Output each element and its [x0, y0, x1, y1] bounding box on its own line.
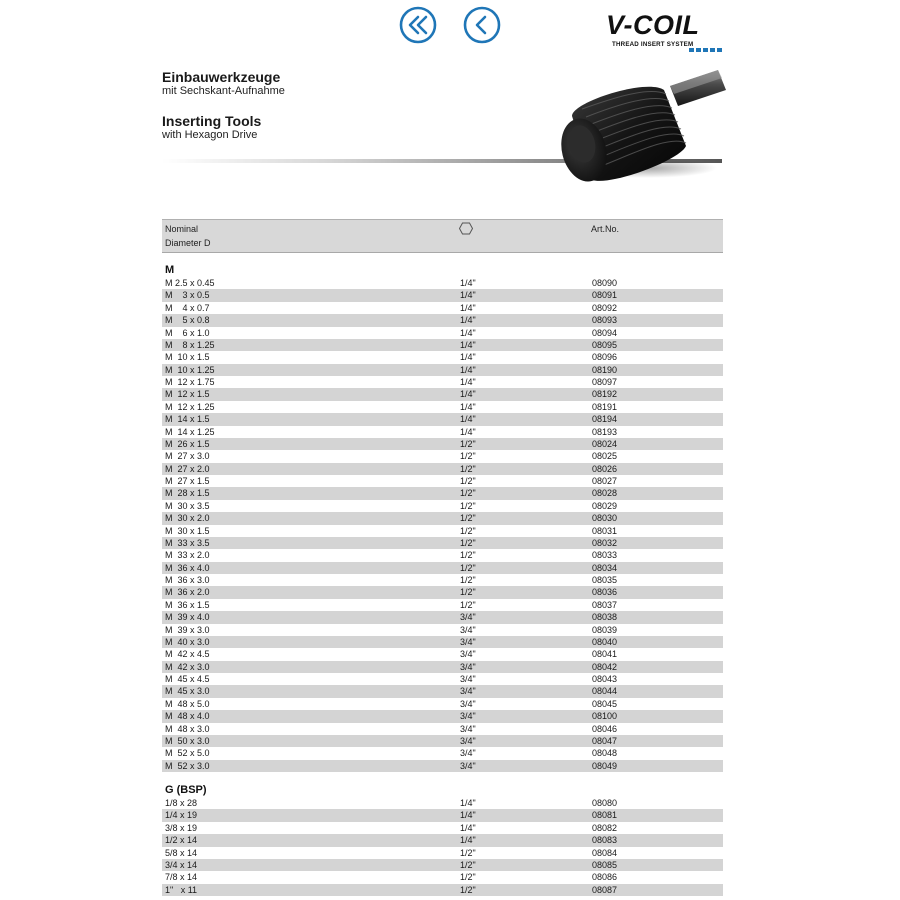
cell-drive: 1/2": [460, 463, 476, 474]
cell-drive: 1/4": [460, 339, 476, 350]
cell-drive: 1/4": [460, 835, 476, 846]
cell-artno: 08038: [592, 612, 618, 623]
cell-artno: 08083: [592, 835, 618, 846]
cell-nominal: 1/8 x 28: [165, 798, 198, 808]
table-row: [162, 797, 723, 809]
table-row: [162, 512, 723, 524]
title-english-main: Inserting Tools: [162, 113, 262, 129]
cell-drive: 1/4": [460, 315, 476, 326]
cell-nominal: M 6 x 1.0: [165, 327, 210, 338]
table-row: [162, 376, 723, 388]
table-row: [162, 549, 723, 561]
cell-artno: 08085: [592, 859, 618, 870]
cell-nominal: M 39 x 3.0: [165, 624, 210, 635]
cell-artno: 08024: [592, 438, 618, 449]
cell-artno: 08040: [592, 636, 618, 647]
cell-drive: 1/2": [460, 476, 476, 486]
cell-nominal: M 12 x 1.75: [165, 377, 215, 387]
cell-drive: 3/4": [460, 711, 476, 722]
table-row: [162, 673, 723, 685]
table-row: [162, 525, 723, 537]
cell-nominal: 1/2 x 14: [165, 835, 198, 846]
logo-wordmark: V-COIL: [606, 10, 700, 40]
cell-drive: 1/4": [460, 278, 476, 288]
cell-artno: 08193: [592, 426, 618, 437]
cell-artno: 08035: [592, 575, 618, 585]
cell-nominal: 7/8 x 14: [165, 872, 198, 883]
table-row: [162, 314, 723, 326]
table-row: [162, 624, 723, 636]
cell-drive: 1/4": [460, 426, 476, 437]
title-english: [162, 113, 261, 142]
table-row: [162, 710, 723, 722]
cell-artno: 08033: [592, 550, 618, 561]
cell-drive: 1/4": [460, 327, 476, 338]
cell-artno: 08047: [592, 735, 618, 746]
cell-nominal: M 52 x 5.0: [165, 748, 210, 759]
cell-drive: 1/4": [460, 822, 476, 833]
table-row: [162, 871, 723, 883]
cell-nominal: M 39 x 4.0: [165, 612, 210, 623]
logo-tagline: THREAD INSERT SYSTEM: [612, 41, 694, 48]
table-row: [162, 611, 723, 623]
table-row: [162, 847, 723, 859]
cell-drive: 3/4": [460, 661, 476, 672]
table-row: [162, 438, 723, 450]
cell-nominal: M 48 x 3.0: [165, 723, 210, 734]
cell-nominal: M 36 x 3.0: [165, 575, 210, 585]
cell-drive: 1/4": [460, 377, 476, 387]
cell-artno: 08026: [592, 463, 618, 474]
cell-artno: 08194: [592, 414, 618, 425]
cell-drive: 3/4": [460, 748, 476, 759]
cell-nominal: M 28 x 1.5: [165, 488, 210, 499]
cell-nominal: 3/4 x 14: [165, 859, 198, 870]
cell-nominal: M 12 x 1.25: [165, 401, 215, 412]
cell-artno: 08086: [592, 872, 618, 883]
table-row: [162, 426, 723, 438]
cell-drive: 1/4": [460, 810, 476, 821]
cell-nominal: M 27 x 3.0: [165, 451, 210, 462]
cell-drive: 3/4": [460, 760, 476, 771]
table-row: [162, 884, 723, 896]
cell-artno: 08037: [592, 599, 618, 610]
cell-drive: 3/4": [460, 698, 476, 709]
table-row: [162, 723, 723, 735]
cell-nominal: M 36 x 1.5: [165, 599, 210, 610]
cell-artno: 08041: [592, 649, 618, 660]
table-row: [162, 822, 723, 834]
cell-artno: 08034: [592, 562, 618, 573]
cell-artno: 08027: [592, 476, 618, 486]
table-row: [162, 364, 723, 376]
cell-nominal: M 10 x 1.5: [165, 352, 210, 363]
hexagon-icon: [459, 222, 473, 237]
cell-artno: 08094: [592, 327, 618, 338]
logo-square: [696, 48, 701, 52]
cell-nominal: M 33 x 3.5: [165, 537, 210, 548]
cell-artno: 08030: [592, 513, 618, 524]
previous-page-button[interactable]: [463, 6, 501, 44]
cell-drive: 3/4": [460, 649, 476, 660]
cell-nominal: M 27 x 2.0: [165, 463, 210, 474]
table-row: [162, 599, 723, 611]
cell-nominal: M 14 x 1.25: [165, 426, 215, 437]
table-row: [162, 351, 723, 363]
cell-drive: 1/2": [460, 587, 476, 598]
cell-artno: 08036: [592, 587, 618, 598]
cell-artno: 08084: [592, 847, 618, 858]
cell-artno: 08097: [592, 377, 618, 387]
cell-artno: 08087: [592, 884, 618, 895]
table-row: [162, 401, 723, 413]
table-row: [162, 562, 723, 574]
cell-drive: 1/2": [460, 884, 476, 895]
cell-nominal: M 48 x 5.0: [165, 698, 210, 709]
cell-drive: 3/4": [460, 723, 476, 734]
cell-drive: 3/4": [460, 624, 476, 635]
cell-drive: 1/2": [460, 513, 476, 524]
first-page-button[interactable]: [399, 6, 437, 44]
cell-nominal: M 52 x 3.0: [165, 760, 210, 771]
v-coil-logo: [604, 12, 724, 56]
table-row: [162, 463, 723, 475]
table-row: [162, 537, 723, 549]
double-chevron-left-icon: [399, 6, 437, 44]
rows-g-bsp: [162, 797, 723, 896]
table-row: [162, 735, 723, 747]
table-row: [162, 388, 723, 400]
cell-drive: 1/4": [460, 302, 476, 313]
cell-drive: 1/4": [460, 401, 476, 412]
cell-artno: 08048: [592, 748, 618, 759]
cell-drive: 1/4": [460, 290, 476, 301]
cell-drive: 1/2": [460, 537, 476, 548]
header-artno: Art.No.: [591, 224, 620, 234]
cell-artno: 08095: [592, 339, 618, 350]
cell-drive: 1/2": [460, 525, 476, 536]
cell-artno: 08096: [592, 352, 618, 363]
cell-drive: 1/2": [460, 872, 476, 883]
table-row: [162, 327, 723, 339]
cell-nominal: M 33 x 2.0: [165, 550, 210, 561]
cell-artno: 08029: [592, 500, 618, 511]
cell-artno: 08190: [592, 364, 618, 375]
cell-artno: 08092: [592, 302, 618, 313]
table-row: [162, 450, 723, 462]
cell-drive: 1/2": [460, 438, 476, 449]
cell-nominal: M 30 x 1.5: [165, 525, 210, 536]
cell-nominal: 5/8 x 14: [165, 847, 198, 858]
cell-nominal: M 4 x 0.7: [165, 302, 210, 313]
section-title-m: M: [165, 264, 175, 276]
cell-nominal: M 30 x 3.5: [165, 500, 210, 511]
cell-nominal: M 48 x 4.0: [165, 711, 210, 722]
header-diameter: Diameter D: [165, 238, 211, 248]
cell-artno: 08090: [592, 278, 618, 288]
cell-artno: 08082: [592, 822, 618, 833]
cell-drive: 1/4": [460, 352, 476, 363]
logo-square: [703, 48, 708, 52]
cell-drive: 1/4": [460, 414, 476, 425]
cell-artno: 08080: [592, 798, 618, 808]
cell-nominal: M 36 x 2.0: [165, 587, 210, 598]
cell-drive: 1/2": [460, 847, 476, 858]
table-row: [162, 760, 723, 772]
cell-nominal: 3/8 x 19: [165, 822, 198, 833]
table-row: [162, 636, 723, 648]
cell-artno: 08032: [592, 537, 618, 548]
table-row: [162, 648, 723, 660]
title-english-sub: with Hexagon Drive: [162, 129, 258, 141]
cell-nominal: M 2.5 x 0.45: [165, 278, 215, 288]
logo-square: [689, 48, 694, 52]
cell-drive: 3/4": [460, 612, 476, 623]
section-title-g-bsp: G (BSP): [165, 784, 207, 796]
cell-drive: 3/4": [460, 735, 476, 746]
table-row: [162, 302, 723, 314]
cell-drive: 1/2": [460, 859, 476, 870]
cell-nominal: M 14 x 1.5: [165, 414, 210, 425]
table-row: [162, 834, 723, 846]
cell-nominal: M 27 x 1.5: [165, 476, 210, 486]
cell-drive: 1/2": [460, 562, 476, 573]
cell-nominal: M 40 x 3.0: [165, 636, 210, 647]
table-row: [162, 809, 723, 821]
cell-artno: 08192: [592, 389, 618, 400]
cell-drive: 1/4": [460, 389, 476, 400]
cell-artno: 08100: [592, 711, 618, 722]
cell-artno: 08025: [592, 451, 618, 462]
table-row: [162, 289, 723, 301]
header-nominal: Nominal: [165, 224, 199, 234]
chevron-left-icon: [463, 6, 501, 44]
cell-nominal: M 3 x 0.5: [165, 290, 210, 301]
cell-drive: 1/2": [460, 599, 476, 610]
cell-nominal: M 26 x 1.5: [165, 438, 210, 449]
cell-artno: 08028: [592, 488, 618, 499]
table-row: [162, 747, 723, 759]
inserting-tool-image: [552, 64, 732, 204]
cell-nominal: M 10 x 1.25: [165, 364, 215, 375]
cell-drive: 3/4": [460, 636, 476, 647]
table-row: [162, 500, 723, 512]
cell-artno: 08091: [592, 290, 618, 301]
cell-nominal: 1" x 11: [165, 884, 198, 895]
logo-square: [710, 48, 715, 52]
cell-drive: 1/2": [460, 575, 476, 585]
table-row: [162, 277, 723, 289]
table-row: [162, 661, 723, 673]
table-row: [162, 586, 723, 598]
logo-squares: [689, 48, 722, 52]
cell-artno: 08049: [592, 760, 618, 771]
cell-nominal: M 5 x 0.8: [165, 315, 210, 326]
table-row: [162, 475, 723, 487]
cell-nominal: M 45 x 3.0: [165, 686, 210, 697]
cell-drive: 1/2": [460, 488, 476, 499]
cell-nominal: M 45 x 4.5: [165, 674, 210, 684]
cell-artno: 08191: [592, 401, 618, 412]
cell-nominal: M 8 x 1.25: [165, 339, 215, 350]
cell-artno: 08039: [592, 624, 618, 635]
cell-nominal: M 42 x 4.5: [165, 649, 210, 660]
cell-drive: 3/4": [460, 674, 476, 684]
table-header: [162, 219, 723, 253]
title-german: [162, 69, 285, 98]
logo-square: [717, 48, 722, 52]
cell-drive: 1/2": [460, 500, 476, 511]
table-row: [162, 685, 723, 697]
table-row: [162, 859, 723, 871]
cell-artno: 08046: [592, 723, 618, 734]
cell-artno: 08081: [592, 810, 618, 821]
cell-nominal: M 30 x 2.0: [165, 513, 210, 524]
cell-nominal: M 12 x 1.5: [165, 389, 210, 400]
table-row: [162, 487, 723, 499]
cell-nominal: M 42 x 3.0: [165, 661, 210, 672]
cell-artno: 08042: [592, 661, 618, 672]
cell-nominal: 1/4 x 19: [165, 810, 198, 821]
cell-drive: 1/2": [460, 451, 476, 462]
cell-artno: 08045: [592, 698, 618, 709]
cell-nominal: M 36 x 4.0: [165, 562, 210, 573]
table-row: [162, 339, 723, 351]
table-row: [162, 574, 723, 586]
title-german-sub: mit Sechskant-Aufnahme: [162, 85, 285, 97]
table-row: [162, 413, 723, 425]
cell-artno: 08044: [592, 686, 618, 697]
rows-m: [162, 277, 723, 772]
cell-nominal: M 50 x 3.0: [165, 735, 210, 746]
cell-drive: 3/4": [460, 686, 476, 697]
cell-drive: 1/2": [460, 550, 476, 561]
table-row: [162, 698, 723, 710]
cell-artno: 08031: [592, 525, 618, 536]
cell-drive: 1/4": [460, 364, 476, 375]
cell-artno: 08043: [592, 674, 618, 684]
cell-drive: 1/4": [460, 798, 476, 808]
cell-artno: 08093: [592, 315, 618, 326]
title-german-main: Einbauwerkzeuge: [162, 69, 281, 85]
